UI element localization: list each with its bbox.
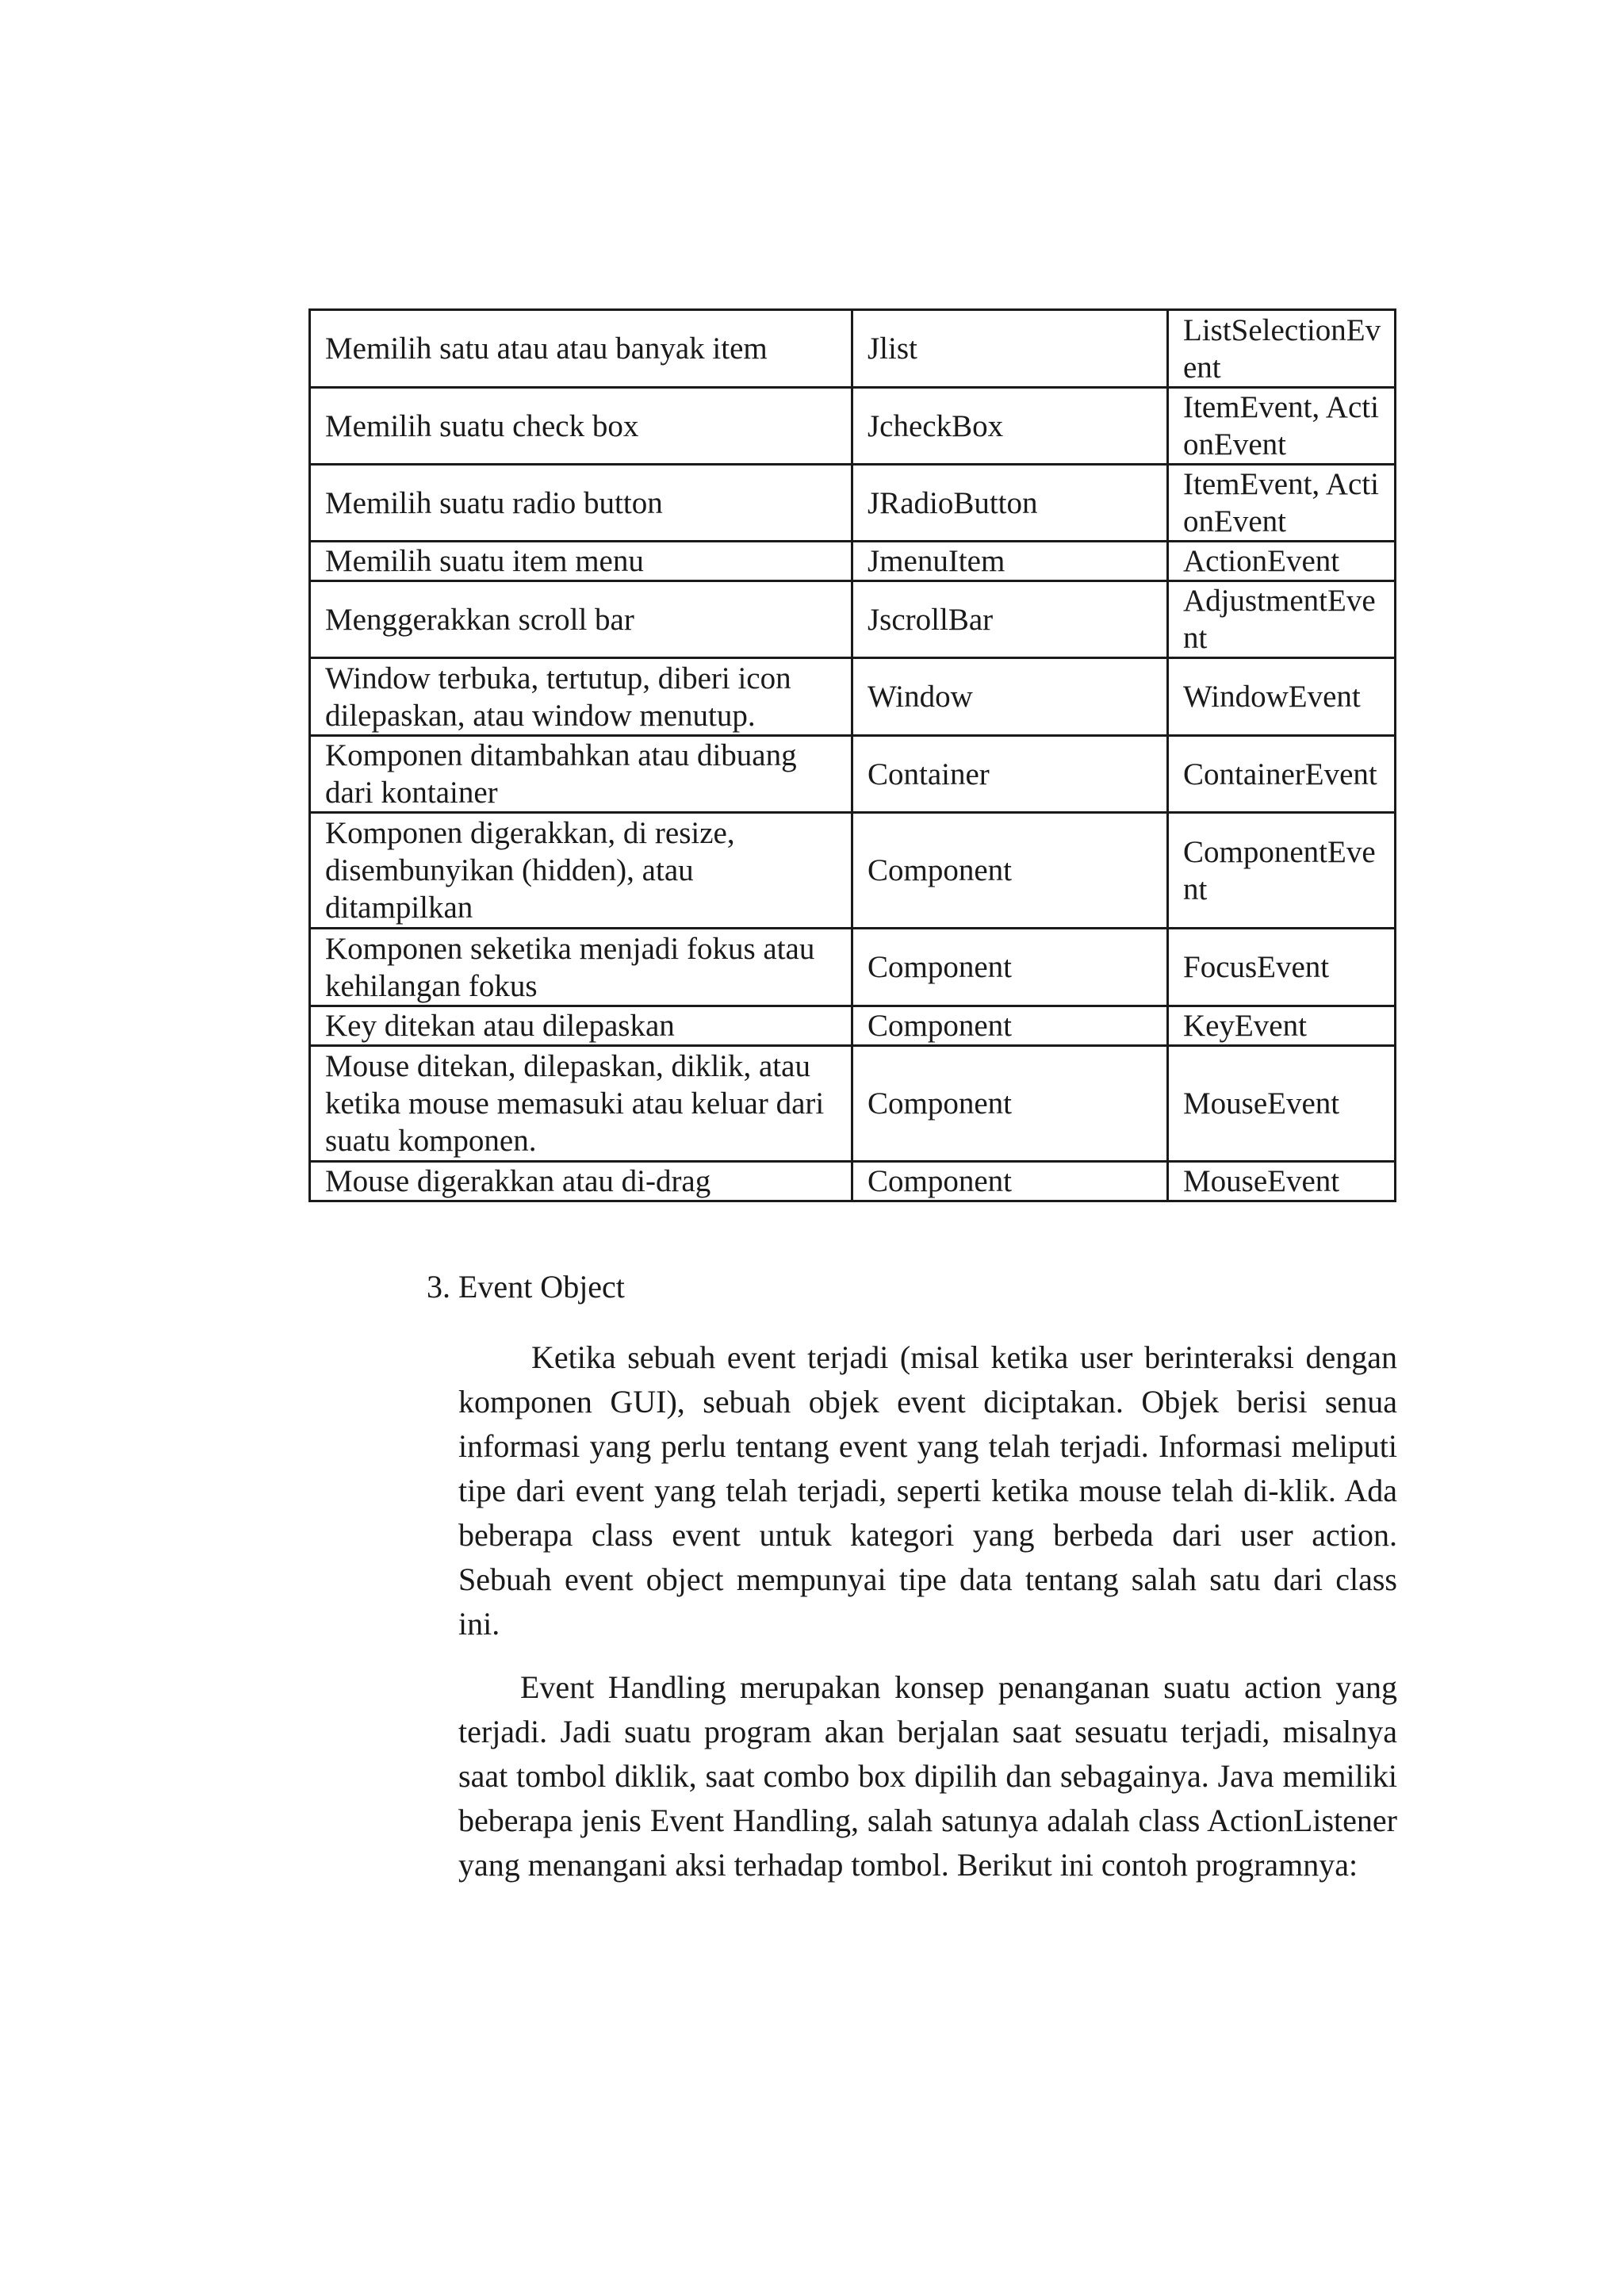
event-cell: ActionEvent	[1168, 542, 1396, 581]
table-row	[310, 581, 1396, 658]
table-row	[310, 542, 1396, 581]
source-cell: JcheckBox	[852, 388, 1168, 465]
event-cell: ComponentEvent	[1168, 813, 1396, 929]
table-row	[310, 1006, 1396, 1046]
table-row	[310, 929, 1396, 1006]
table-row	[310, 1162, 1396, 1201]
event-cell: ItemEvent, ActionEvent	[1168, 388, 1396, 465]
table-row	[310, 388, 1396, 465]
source-cell: Component	[852, 929, 1168, 1006]
source-cell: Jlist	[852, 310, 1168, 388]
action-cell: Window terbuka, tertutup, diberi icon dilepaskan, atau window menutup.	[310, 658, 852, 736]
event-cell: ContainerEvent	[1168, 736, 1396, 813]
action-cell: Komponen seketika menjadi fokus atau kehilangan fokus	[310, 929, 852, 1006]
source-cell: Component	[852, 1162, 1168, 1201]
event-cell: ListSelectionEvent	[1168, 310, 1396, 388]
table-row	[310, 813, 1396, 929]
source-cell: Component	[852, 813, 1168, 929]
action-cell: Komponen digerakkan, di resize, disembunyikan (hidden), atau ditampilkan	[310, 813, 852, 929]
event-cell: WindowEvent	[1168, 658, 1396, 736]
action-cell: Key ditekan atau dilepaskan	[310, 1006, 852, 1046]
event-cell: MouseEvent	[1168, 1046, 1396, 1162]
table-row	[310, 736, 1396, 813]
action-cell: Menggerakkan scroll bar	[310, 581, 852, 658]
action-cell: Memilih satu atau atau banyak item	[310, 310, 852, 388]
action-cell: Memilih suatu item menu	[310, 542, 852, 581]
event-table	[308, 308, 1396, 1202]
action-cell: Mouse digerakkan atau di-drag	[310, 1162, 852, 1201]
table-row	[310, 658, 1396, 736]
paragraph-event-handling: Event Handling merupakan konsep penanganan suatu action yang terjadi. Jadi suatu program akan berjalan saat sesuatu terjadi, misalnya saat tombol diklik, saat combo box dipilih dan sebagainya. Java memiliki beberapa jenis Event Handling, salah satunya adalah class ActionListener yang menangani aksi terhadap tombol. Berikut ini contoh programnya:	[458, 1669, 1397, 1883]
action-cell: Komponen ditambahkan atau dibuang dari kontainer	[310, 736, 852, 813]
section-heading: 3. Event Object	[427, 1269, 625, 1305]
source-cell: JmenuItem	[852, 542, 1168, 581]
paragraph-event-object: Ketika sebuah event terjadi (misal ketika user berinteraksi dengan komponen GUI), sebuah objek event diciptakan. Objek berisi senua informasi yang perlu tentang event yang telah terjadi. Informasi meliputi tipe dari event yang telah terjadi, seperti ketika mouse telah di-klik. Ada beberapa class event untuk kategori yang berbeda dari user action. Sebuah event object mempunyai tipe data tentang salah satu dari class ini.	[458, 1339, 1397, 1642]
table-row	[310, 1046, 1396, 1162]
event-cell: ItemEvent, ActionEvent	[1168, 465, 1396, 542]
event-cell: MouseEvent	[1168, 1162, 1396, 1201]
action-cell: Memilih suatu radio button	[310, 465, 852, 542]
event-cell: FocusEvent	[1168, 929, 1396, 1006]
action-cell: Memilih suatu check box	[310, 388, 852, 465]
table-row	[310, 465, 1396, 542]
source-cell: Component	[852, 1006, 1168, 1046]
source-cell: JscrollBar	[852, 581, 1168, 658]
event-cell: KeyEvent	[1168, 1006, 1396, 1046]
table-row	[310, 310, 1396, 388]
event-cell: AdjustmentEvent	[1168, 581, 1396, 658]
source-cell: Component	[852, 1046, 1168, 1162]
action-cell: Mouse ditekan, dilepaskan, diklik, atau ketika mouse memasuki atau keluar dari suatu komponen.	[310, 1046, 852, 1162]
source-cell: JRadioButton	[852, 465, 1168, 542]
source-cell: Window	[852, 658, 1168, 736]
source-cell: Container	[852, 736, 1168, 813]
